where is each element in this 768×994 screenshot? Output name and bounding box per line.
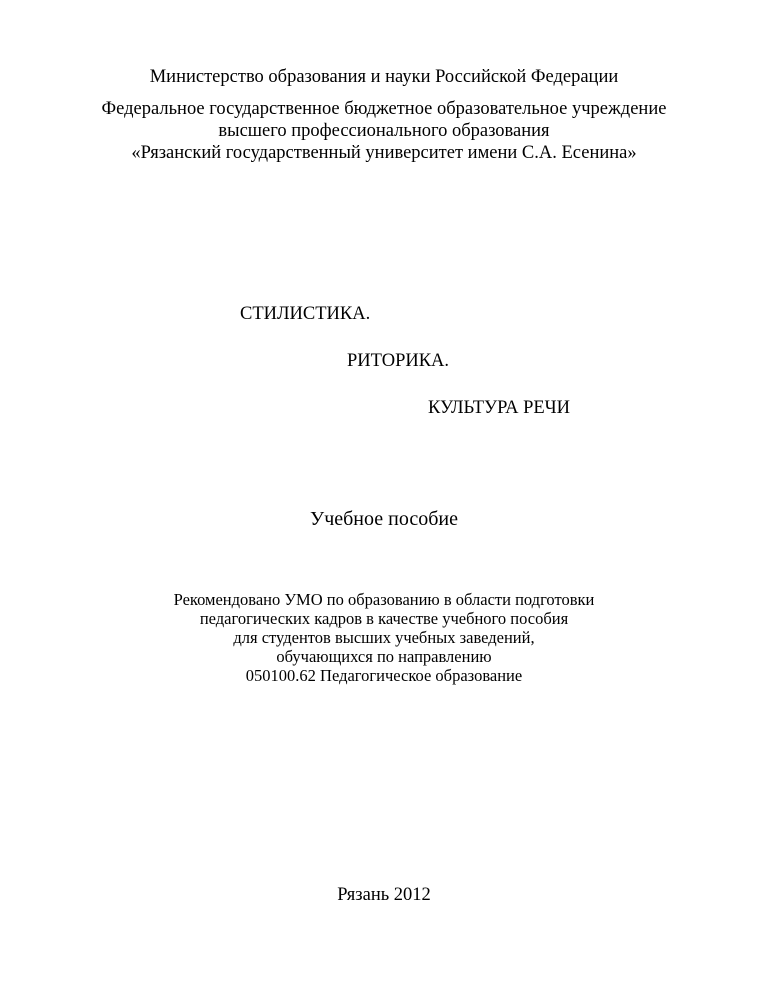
- recommendation-line-2: педагогических кадров в качестве учебного пособия: [199, 609, 569, 628]
- recommendation-line-4: обучающихся по направлению: [276, 647, 492, 666]
- title-part-stylistics: СТИЛИСТИКА.: [240, 304, 371, 324]
- title-part-speech-culture: КУЛЬТУРА РЕЧИ: [428, 398, 571, 418]
- recommendation-line-1: Рекомендовано УМО по образованию в области подготовки: [173, 590, 595, 609]
- city-year: Рязань 2012: [337, 885, 431, 905]
- book-type: Учебное пособие: [310, 508, 458, 530]
- ministry-name: Министерство образования и науки Российской Федерации: [149, 67, 619, 87]
- institution-line-1: Федеральное государственное бюджетное образовательное учреждение: [101, 99, 667, 119]
- recommendation-line-3: для студентов высших учебных заведений,: [233, 628, 535, 647]
- university-name: «Рязанский государственный университет имени С.А. Есенина»: [131, 143, 637, 163]
- recommendation-line-5: 050100.62 Педагогическое образование: [245, 666, 523, 685]
- institution-line-2: высшего профессионального образования: [218, 121, 550, 141]
- title-part-rhetoric: РИТОРИКА.: [347, 351, 450, 371]
